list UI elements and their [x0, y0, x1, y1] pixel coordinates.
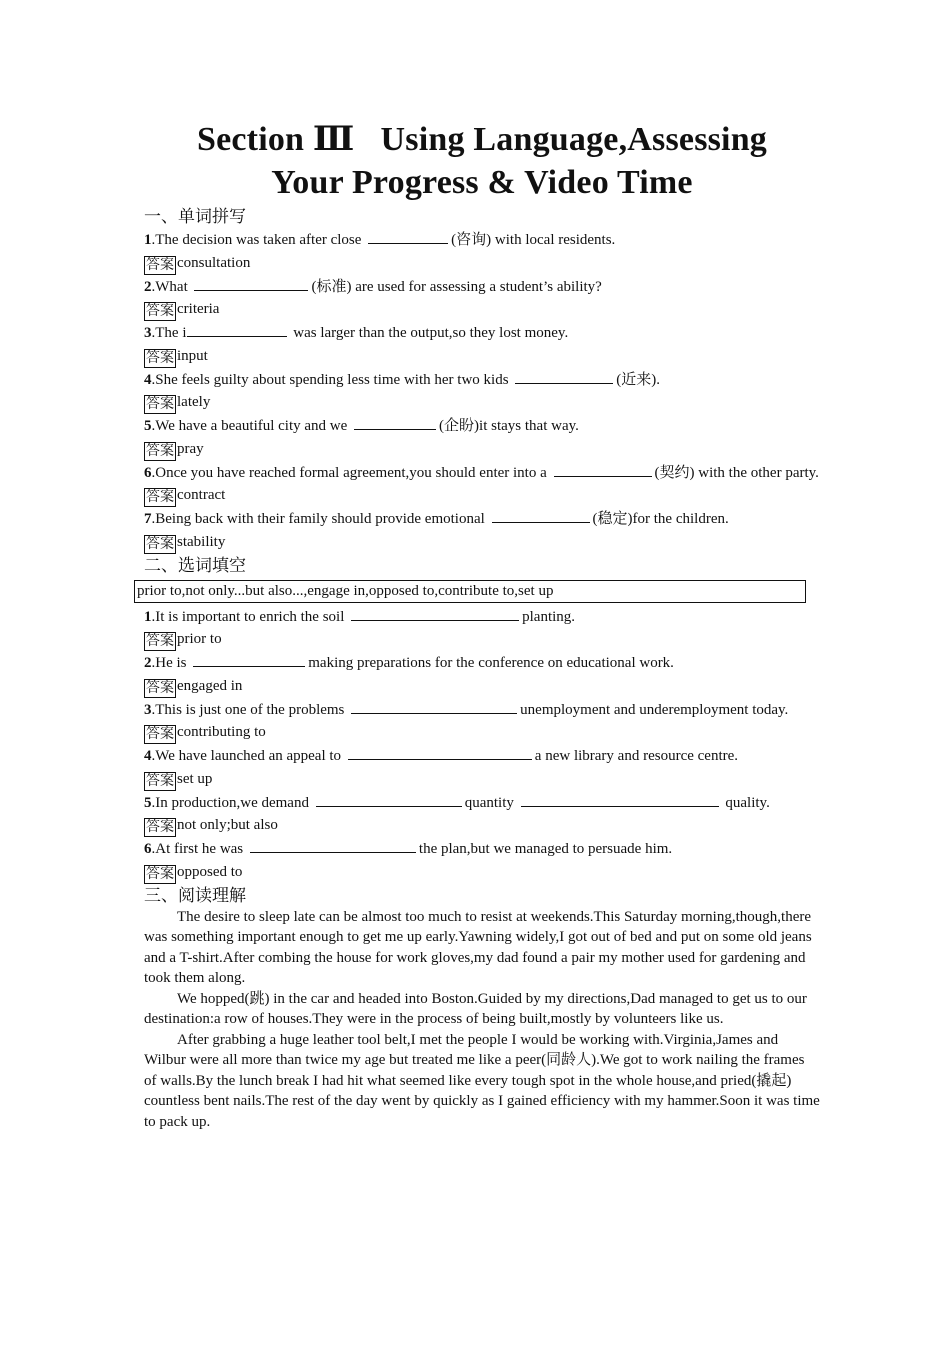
s2-question-4 [144, 744, 820, 768]
answer-blank [348, 744, 532, 760]
answer-blank [354, 414, 436, 430]
s1-question-7 [144, 507, 820, 531]
s2-question-1 [144, 605, 820, 629]
s1-question-3 [144, 321, 820, 345]
question-text: was larger than the output,so they lost money. [289, 325, 569, 341]
answer-label: 答案 [146, 349, 174, 366]
word-bank-box: prior to,not only...but also...,engage in,opposed to,contribute to,set up [134, 580, 806, 603]
question-text: (稳定)for the children. [592, 511, 729, 527]
answer-label: 答案 [146, 772, 174, 789]
s2-answer-6 [144, 861, 820, 884]
s1-question-4 [144, 368, 820, 392]
question-text: (企盼)it stays that way. [439, 418, 579, 434]
question-text: .In production,we demand [151, 794, 313, 811]
question-text: .This is just one of the problems [151, 701, 349, 718]
answer-blank [187, 321, 287, 337]
answer-text: stability [177, 533, 226, 550]
answer-blank [351, 698, 517, 714]
question-number: 4 [144, 371, 152, 388]
answer-label: 答案 [146, 303, 174, 319]
s1-question-1 [144, 228, 820, 252]
s2-question-3 [144, 698, 820, 722]
question-text: .The decision was taken after close [151, 232, 366, 248]
answer-text: set up [177, 770, 213, 787]
question-text: .It is important to enrich the soil [151, 608, 349, 625]
answer-text: not only;but also [177, 817, 278, 833]
answer-label: 答案 [146, 865, 174, 882]
answer-blank [368, 228, 448, 244]
section-1-heading: 一、单词拼写 [144, 207, 246, 227]
answer-label: 答案 [146, 535, 174, 552]
s2-answer-2 [144, 675, 820, 698]
s1-answer-2 [144, 298, 820, 321]
reading-paragraph-3: After grabbing a huge leather tool belt,I met the people I would be working with.Virginia,James and Wilbur were all more than twice my age but treated me like a peer(同龄人).We got to work nailing the frames of walls.By the lunch break I had hit what seemed like every tough spot in the whole house,and pried(撬起) countless bent nails.The rest of the day went by quickly as I gained efficiency with my hammer.Soon it was time to pack up. [144, 1031, 820, 1130]
question-number: 2 [144, 655, 152, 671]
page-title [104, 118, 860, 204]
question-text: .We have a beautiful city and we [151, 418, 352, 434]
question-number: 2 [144, 278, 152, 295]
answer-text: input [177, 347, 208, 364]
title-line-1: Section Ⅲ Using Language,Assessing [196, 121, 768, 158]
answer-text: opposed to [177, 863, 243, 880]
question-number: 3 [144, 325, 152, 341]
question-text: (标准) are used for assessing a student’s ability? [311, 278, 602, 295]
s1-answer-6 [144, 484, 820, 507]
answer-blank [492, 507, 590, 523]
question-text: quality. [725, 794, 770, 811]
section-2-heading: 二、选词填空 [144, 555, 246, 576]
answer-blank [351, 605, 519, 621]
answer-label: 答案 [146, 256, 174, 273]
answer-label: 答案 [146, 726, 174, 742]
answer-text: criteria [177, 301, 220, 317]
question-text: .Being back with their family should provide emotional [151, 511, 489, 527]
question-text: .We have launched an appeal to [151, 748, 345, 764]
s2-answer-4 [144, 768, 820, 791]
question-text: the plan,but we managed to persuade him. [418, 841, 673, 857]
s1-answer-4 [144, 391, 820, 414]
question-text: .He is [151, 655, 191, 671]
answer-label: 答案 [146, 489, 174, 505]
s1-answer-7 [144, 531, 820, 554]
title-line-2: Your Progress & Video Time [271, 164, 693, 201]
s2-answer-1 [144, 628, 820, 651]
s1-answer-5 [144, 438, 820, 461]
answer-blank [194, 275, 308, 291]
answer-label: 答案 [146, 679, 174, 696]
s1-answer-1 [144, 252, 820, 275]
question-number: 4 [144, 748, 152, 764]
s2-question-5 [144, 791, 820, 815]
question-text: (近来). [616, 371, 661, 388]
answer-text: prior to [177, 631, 222, 647]
answer-blank [250, 837, 416, 853]
reading-paragraph-2: We hopped(跳) in the car and headed into Boston.Guided by my directions,Dad managed to get us to our destination:a row of houses.They were in the process of being built,mostly by volunteers like us. [144, 990, 807, 1027]
question-text: quantity [464, 794, 518, 811]
question-number: 1 [144, 608, 152, 625]
question-text: making preparations for the conference on educational work. [308, 655, 674, 671]
question-text: unemployment and underemployment today. [520, 701, 789, 718]
question-number: 6 [144, 841, 152, 857]
answer-blank [521, 791, 719, 807]
question-text: .At first he was [151, 841, 247, 857]
answer-text: contributing to [177, 724, 266, 740]
question-text: planting. [522, 608, 576, 625]
answer-text: engaged in [177, 677, 243, 694]
section-3-heading: 三、阅读理解 [144, 885, 246, 906]
question-text: (咨询) with local residents. [451, 232, 616, 248]
s1-question-5 [144, 414, 820, 438]
answer-label: 答案 [146, 396, 174, 412]
question-text: .Once you have reached formal agreement,you should enter into a [151, 464, 551, 481]
answer-label: 答案 [146, 442, 174, 459]
answer-blank [193, 651, 305, 667]
answer-text: lately [177, 394, 211, 410]
s2-answer-5 [144, 814, 820, 837]
question-number: 5 [144, 794, 152, 811]
answer-label: 答案 [146, 633, 174, 649]
s1-question-6 [144, 461, 820, 485]
question-text: .She feels guilty about spending less time with her two kids [151, 371, 513, 388]
s2-question-6 [144, 837, 820, 861]
answer-text: consultation [177, 254, 251, 271]
answer-blank [316, 791, 462, 807]
question-number: 3 [144, 701, 152, 718]
answer-text: contract [177, 487, 226, 503]
question-number: 6 [144, 464, 152, 481]
reading-paragraph-1: The desire to sleep late can be almost too much to resist at weekends.This Saturday morning,though,there was something important enough to get me up early.Yawning widely,I got out of bed and put on some old jeans and a T-shirt.After combing the house for work gloves,my dad found a pair my mother used for gardening and took them along. [144, 908, 812, 986]
question-number: 1 [144, 232, 152, 248]
worksheet-page [137, 118, 820, 1132]
answer-text: pray [177, 440, 204, 457]
question-text: .The i [151, 325, 187, 341]
question-number: 5 [144, 418, 152, 434]
s1-answer-3 [144, 345, 820, 368]
question-text: a new library and resource centre. [534, 748, 739, 764]
s1-question-2 [144, 275, 820, 299]
question-text: .What [151, 278, 192, 295]
s2-answer-3 [144, 721, 820, 744]
answer-blank [554, 461, 652, 477]
question-text: (契约) with the other party. [654, 464, 819, 481]
answer-label: 答案 [146, 819, 174, 835]
answer-blank [515, 368, 613, 384]
question-number: 7 [144, 511, 152, 527]
s2-question-2 [144, 651, 820, 675]
